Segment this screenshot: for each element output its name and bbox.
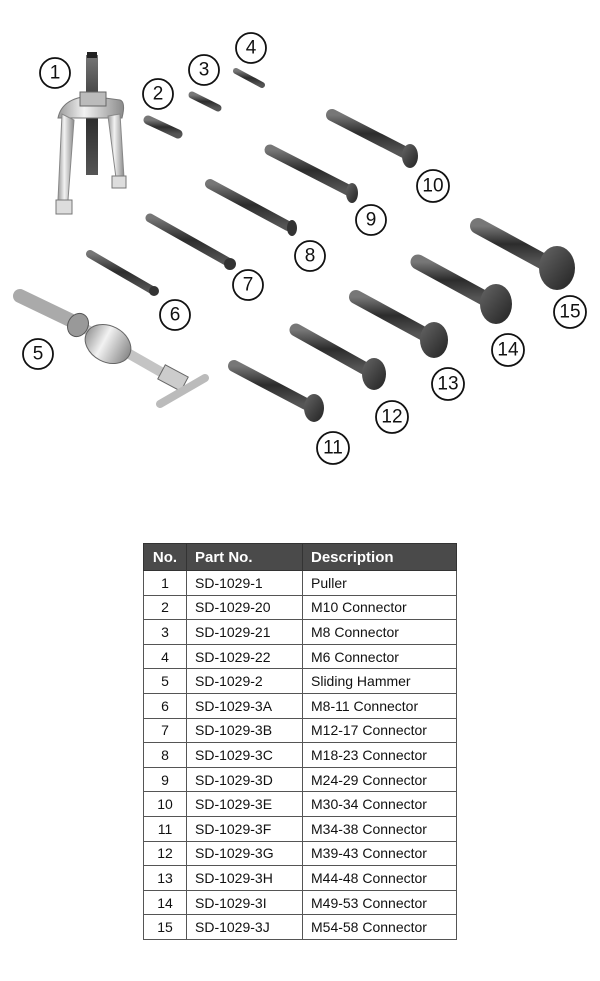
callout-10 [417, 170, 449, 202]
table-row [144, 693, 457, 718]
m24-29-connector-part [270, 150, 358, 203]
cell-description: M6 Connector [303, 644, 457, 669]
callout-label: 15 [559, 301, 581, 323]
parts-table [143, 543, 457, 940]
table-row [144, 620, 457, 645]
cell-no: 15 [144, 915, 187, 940]
table-row [144, 743, 457, 768]
callout-5 [23, 339, 53, 369]
header-part-no: Part No. [187, 544, 303, 571]
header-no: No. [144, 544, 187, 571]
cell-description: Sliding Hammer [303, 669, 457, 694]
cell-description: M12-17 Connector [303, 718, 457, 743]
m10-connector-part [148, 120, 178, 134]
cell-part-no: SD-1029-3H [187, 866, 303, 891]
table-row [144, 890, 457, 915]
callout-12 [376, 401, 408, 433]
m6-connector-part [236, 71, 262, 85]
callout-label: 1 [49, 62, 61, 84]
callout-label: 11 [323, 437, 343, 459]
table-row [144, 915, 457, 940]
m8-connector-part [192, 95, 218, 108]
cell-description: M18-23 Connector [303, 743, 457, 768]
callout-label: 9 [365, 209, 377, 231]
cell-part-no: SD-1029-3C [187, 743, 303, 768]
cell-no: 8 [144, 743, 187, 768]
cell-part-no: SD-1029-22 [187, 644, 303, 669]
cell-part-no: SD-1029-3D [187, 767, 303, 792]
callout-label: 3 [198, 59, 210, 81]
cell-no: 14 [144, 890, 187, 915]
m18-23-connector-part [210, 184, 297, 236]
table-row [144, 792, 457, 817]
m44-48-connector-part [356, 297, 448, 358]
cell-part-no: SD-1029-3J [187, 915, 303, 940]
callout-label: 12 [381, 406, 403, 428]
table-row [144, 841, 457, 866]
cell-description: M8-11 Connector [303, 693, 457, 718]
cell-part-no: SD-1029-2 [187, 669, 303, 694]
m49-53-connector-part [418, 262, 512, 324]
table-row [144, 767, 457, 792]
callout-label: 13 [437, 373, 459, 395]
cell-no: 6 [144, 693, 187, 718]
callout-9 [356, 205, 386, 235]
cell-no: 10 [144, 792, 187, 817]
cell-no: 9 [144, 767, 187, 792]
cell-no: 4 [144, 644, 187, 669]
m12-17-connector-part [150, 218, 236, 270]
cell-description: M49-53 Connector [303, 890, 457, 915]
cell-part-no: SD-1029-3I [187, 890, 303, 915]
cell-no: 13 [144, 866, 187, 891]
cell-part-no: SD-1029-3F [187, 816, 303, 841]
table-row [144, 816, 457, 841]
cell-description: M8 Connector [303, 620, 457, 645]
table-row [144, 571, 457, 596]
callout-2 [143, 79, 173, 109]
table-row [144, 595, 457, 620]
cell-description: M39-43 Connector [303, 841, 457, 866]
m54-58-connector-part [478, 226, 575, 290]
callout-14 [492, 334, 524, 366]
callout-label: 7 [242, 274, 254, 296]
callout-4 [236, 33, 266, 63]
callout-label: 2 [152, 83, 164, 105]
cell-no: 5 [144, 669, 187, 694]
cell-part-no: SD-1029-3A [187, 693, 303, 718]
cell-description: M30-34 Connector [303, 792, 457, 817]
cell-description: M10 Connector [303, 595, 457, 620]
cell-no: 11 [144, 816, 187, 841]
callout-label: 5 [32, 343, 44, 365]
cell-description: Puller [303, 571, 457, 596]
cell-description: M24-29 Connector [303, 767, 457, 792]
table-row [144, 669, 457, 694]
m39-43-connector-part [296, 330, 386, 390]
cell-no: 1 [144, 571, 187, 596]
table-row [144, 718, 457, 743]
callout-label: 10 [422, 175, 444, 197]
callout-label: 14 [497, 339, 519, 361]
cell-part-no: SD-1029-3E [187, 792, 303, 817]
callout-7 [233, 270, 263, 300]
callout-11 [317, 432, 349, 464]
table-row [144, 644, 457, 669]
cell-description: M44-48 Connector [303, 866, 457, 891]
cell-part-no: SD-1029-1 [187, 571, 303, 596]
callout-6 [160, 300, 190, 330]
cell-part-no: SD-1029-20 [187, 595, 303, 620]
cell-no: 7 [144, 718, 187, 743]
cell-part-no: SD-1029-21 [187, 620, 303, 645]
callout-3 [189, 55, 219, 85]
callout-label: 4 [245, 37, 257, 59]
cell-part-no: SD-1029-3G [187, 841, 303, 866]
callout-8 [295, 241, 325, 271]
cell-description: M54-58 Connector [303, 915, 457, 940]
table-row [144, 866, 457, 891]
callout-label: 6 [169, 304, 181, 326]
callout-1 [40, 58, 70, 88]
m34-38-connector-part [234, 366, 324, 422]
cell-no: 3 [144, 620, 187, 645]
cell-description: M34-38 Connector [303, 816, 457, 841]
cell-no: 12 [144, 841, 187, 866]
m30-34-connector-part [332, 115, 418, 168]
callout-13 [432, 368, 464, 400]
m8-11-connector-part [90, 254, 159, 296]
callout-label: 8 [304, 245, 316, 267]
callout-15 [554, 296, 586, 328]
cell-part-no: SD-1029-3B [187, 718, 303, 743]
header-description: Description [303, 544, 457, 571]
cell-no: 2 [144, 595, 187, 620]
table-header-row [144, 544, 457, 571]
